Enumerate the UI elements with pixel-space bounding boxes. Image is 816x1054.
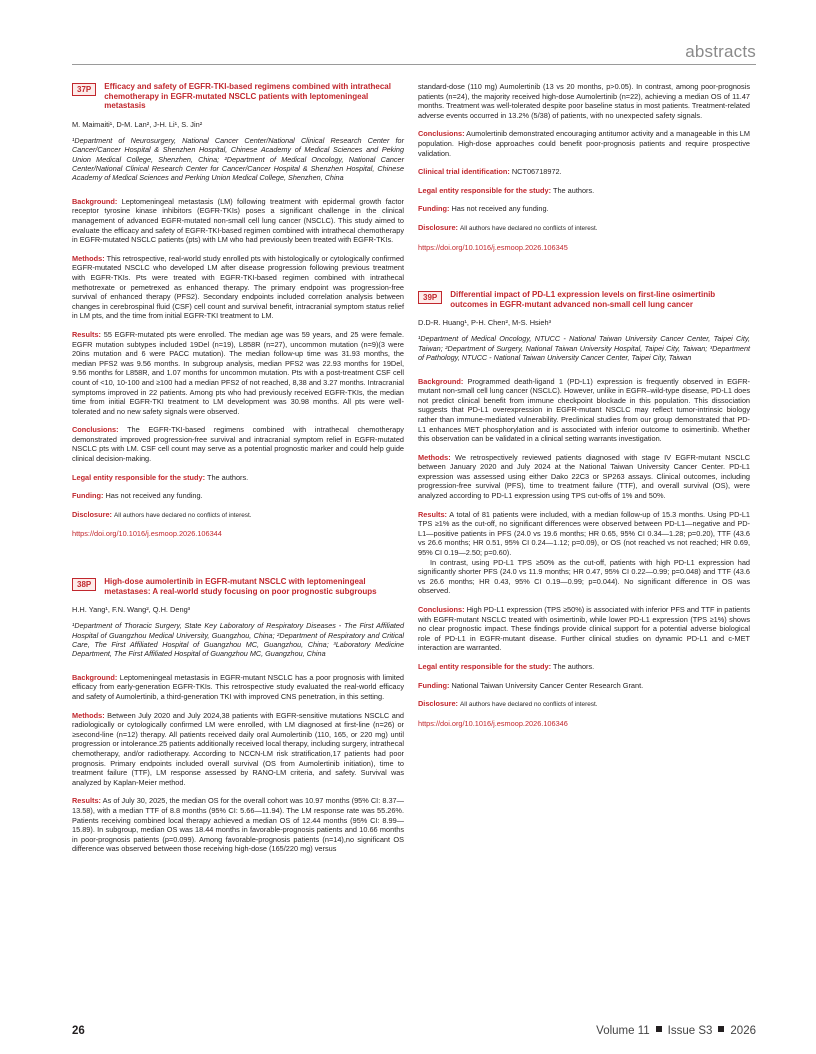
authors: M. Maimaiti¹, D-M. Lan², J-H. Li¹, S. Jin² (72, 119, 203, 129)
page-number: 26 (72, 1025, 85, 1037)
legal-entity: Legal entity responsible for the study: The authors. (418, 185, 595, 195)
trial-identification: Clinical trial identification: NCT06718972. (418, 167, 562, 177)
issue-label: Issue S3 (667, 1025, 713, 1037)
conclusions-paragraph: Conclusions: High PD-L1 expression (TPS ≥50%) is associated with inferior PFS and TTF in patients with EGFR-mutant NSCLC treated with osimertinib, while lower PD-L1 expression (TPS ≥1%) shows no clear prognostic impact. These findings provide clinical support for a potential adverse biological role of PD-L1 in EGFR-mutant disease. Further clinical studies on dynamic PD-L1 and c-MET interaction are warranted. (418, 605, 751, 653)
doi-link[interactable]: https://doi.org/10.1016/j.esmoop.2026.106344 (72, 529, 222, 539)
abstract-38p (72, 577, 404, 854)
page-footer (72, 1025, 756, 1041)
disclosure: Disclosure: All authors have declared no conflicts of interest. (418, 699, 598, 709)
background-paragraph: Background: Programmed death-ligand 1 (PD-L1) expression is frequently observed in EGFR-mutant non-small cell lung cancer (NSCLC). However, unlike in EGFR–wild-type disease, PD-L1 does not predict clinical benefit from immune checkpoint blockade in this population. This dissociation suggests that PD-L1 overexpression in EGFR-mutant NSCLC may reflect tumor-intrinsic biology rather than immune-mediated vulnerability. Preclinical studies from our group demonstrated that PD-L1 enhances MET phosphorylation and is associated with inferior outcome to osimertinib. Whether this observation can be validated in a clinical setting warrants investigation. (418, 376, 750, 444)
affiliations: ¹Department of Medical Oncology, NTUCC - National Taiwan University Cancer Center, Taipei City, Taiwan; ²Department of Surgery, National Taiwan University Hospital, Taipei City, Taiwan; ³Department of Pathology, NTUCC - National Taiwan University Cancer Center, Taipei City, Taiwan (418, 334, 750, 363)
abstract-title: Efficacy and safety of EGFR-TKI-based regimens combined with intrathecal chemotherapy in EGFR-mutated NSCLC patients with leptomeningeal metastasis (104, 82, 391, 111)
volume-label: Volume 11 (596, 1025, 650, 1037)
abstract-heading (418, 290, 750, 309)
left-column (72, 82, 404, 854)
abstract-title: High-dose aumolertinib in EGFR-mutant NSCLC with leptomeningeal metastases: A real-world study focusing on poor prognostic subgroups (104, 577, 377, 596)
conclusions-paragraph: Conclusions: Aumolertinib demonstrated encouraging antitumor activity and a manageable in this LM population. High-dose approaches could benefit poor-prognosis patients and require prospective validation. (418, 129, 750, 158)
disclosure: Disclosure: All authors have declared no conflicts of interest. (72, 509, 252, 519)
abstract-39p (418, 290, 750, 728)
abstract-id-badge: 38P (72, 578, 96, 591)
abstract-38p-continued (418, 82, 750, 252)
results-paragraph: Results: As of July 30, 2025, the median OS for the overall cohort was 10.97 months (95% CI: 8.37—13.58), with a median TTF of 8.8 months (95% CI: 5.66—11.94). The LM response rate was 55.26%. Patients receiving combined local therapy achieved a median OS of 12.44 months (95% CI: 8.99—15.89). In subgroup, median OS was 18.44 months in favorable-prognosis patients and 10.66 months in poor-prognosis patients (p=0.099). Among favorable-prognosis patients (n=14),no significant OS difference was observed between those receiving high-dose (165/220 mg) versus (72, 796, 404, 854)
funding: Funding: Has not received any funding. (72, 491, 203, 501)
abstract-heading (72, 577, 404, 596)
abstract-id-badge: 37P (72, 83, 96, 96)
abstract-id-badge: 39P (418, 291, 442, 304)
running-head: abstracts (685, 42, 756, 61)
results-continued: standard-dose (110 mg) Aumolertinib (13 vs 20 months, p>0.05). In contrast, among poor-prognosis patients (n=24), the majority received high-dose Aumolertinib (n=22), achieving a median OS of 11.47 months. Treatment was well-tolerated despite poor baseline status in most patients. Treatment-related adverse events occurred in 13.2% (5/38) of patients, with no unexpected safety signals. (418, 82, 750, 120)
conclusions-paragraph: Conclusions: The EGFR-TKI-based regimens combined with intrathecal chemotherapy demonstrated improved progression-free survival and intracranial symptom relief in EGFR-mutated NSCLC pts with LM. CSF cell count may serve as a potential prognostic marker and could help guide clinical decision-making. (72, 425, 404, 464)
doi-link[interactable]: https://doi.org/10.1016/j.esmoop.2026.106345 (418, 242, 568, 252)
methods-paragraph: Methods: We retrospectively reviewed patients diagnosed with stage IV EGFR-mutant NSCLC between January 2020 and July 2024 at the National Taiwan University Cancer Center. PD-L1 expression was assessed using either Dako 22C3 or SP263 assays. Clinical outcomes, including progression-free survival (PFS), time to treatment failure (TTF), and overall survival (OS), were analyzed according to PD-L1 expression using TPS cut-offs of 1% and 50%. (418, 452, 750, 501)
authors: H.H. Yang¹, F.N. Wang², Q.H. Deng³ (72, 605, 191, 615)
methods-paragraph: Methods: Between July 2020 and July 2024,38 patients with EGFR-sensitive mutations NSCLC and radiologically or cytologically confirmed LM were enrolled, with LM diagnosed at first-line (n=26) or ≥second-line (n=12) therapy. All patients received daily oral Aumolertinib (110, 165, or 220 mg) until progression or intolerance.25 patients additionally received local therapy, including surgery, intrathecal chemotherapy, and/or radiotherapy. According to NCCN-LM risk stratification,17 patients had poor prognosis. Primary endpoints included overall survival (OS from Aumolertinib initiation), time to treatment failure (TTF), LM response assessed by RANO-LM criteria, and safety. Survival was analyzed by Kaplan-Meier method. (72, 710, 404, 787)
funding: Funding: National Taiwan University Cancer Center Research Grant. (418, 680, 644, 690)
background-paragraph: Background: Leptomeningeal metastasis (LM) following treatment with epidermal growth factor receptor tyrosine kinase inhibitors (EGFR-TKIs) poses a significant challenge in the clinical management of advanced EGFR-mutated non-small cell lung cancer (NSCLC). This study aimed to evaluate the efficacy and safety of EGFR-TKI-based regimen combined with intrathecal chemotherapy in EGFR-mutated NSCLC patients (pts) with LM who had previously been treated with EGFR-TKIs. (72, 196, 404, 245)
results-paragraph: Results: A total of 81 patients were included, with a median follow-up of 15.3 months. Using PD-L1 TPS ≥1% as the cut-off, no significant differences were observed between PD-L1—negative and PD-L1—positive patients in PFS (24.0 vs 19.6 months; HR 0.65, 95% CI 0.34—1.28; p=0.20), TTF (43.6 vs 26.6 months; HR 0.51, 95% CI 0.24—1.12; p=0.09), or OS (not reached vs not reached; HR 0.69, 95% CI 0.19—2.50; p=0.60). (418, 509, 750, 558)
issue-info (596, 1025, 756, 1037)
separator-square-icon (656, 1026, 662, 1032)
results-paragraph: Results: 55 EGFR-mutated pts were enrolled. The median age was 59 years, and 25 were female. EGFR mutation subtypes included 19Del (n=19), L858R (n=27), uncommon mutation (n=9)(3 were 20ins mutation and 6 were PACC mutation). The median follow-up time was 31.93 months, the median PFS2 was 9.56 months. In subgroup analysis, median PFS2 was 22.93 months for 19Del, 9.56 months for L858R, and 1.07 months for uncommon mutation. Pts with a post-treatment CSF cell count of <10, 10-100 and ≥100 had a median PFS2 of not reached, 8,38 and 3.27 months. Intracranial symptoms improved in 22 patients. Among pts who had previously received EGFR-TKIs, the median time from initial EGFR-TKI treatment to LM development was 30.98 months. All pts were well-tolerated and no new safety signals were observed. (72, 329, 404, 416)
abstract-title: Differential impact of PD-L1 expression levels on first-line osimertinib outcomes in EGFR-mutant advanced non-small cell lung cancer (450, 290, 716, 309)
right-column (418, 82, 750, 728)
abstract-37p (72, 82, 404, 539)
affiliations: ¹Department of Neurosurgery, National Cancer Center/National Clinical Research Center for Cancer/Cancer Hospital & Shenzhen Hospital, Chinese Academy of Medical Sciences and Peking Union Medical College, Shenzhen, China; ²Department of Medical Oncology, National Cancer Center/National Clinical Research Center for Cancer/Cancer Hospital & Shenzhen Hospital, Chinese Academy of Medical Sciences and Perking Union Medical College, Shenzhen, China (72, 135, 404, 183)
methods-paragraph: Methods: This retrospective, real-world study enrolled pts with histologically or cytologically confirmed EGFR-mutated NSCLC who developed LM after disease progression following previous treatment with EGFR-TKIs. Pts were treated with EGFR-TKI-based regimen combined with intrathecal methotrexate or pemetrexed as enhanced therapy. The primary endpoint was progression-free survival of enhanced therapy (PFS2). Secondary endpoints included correlation analysis between changes in cerebrospinal fluid (CSF) cell count and survival benefit, intracranial symptom status relief in LM pts, and the time from initial EGFR-TKI treatment to LM. (72, 253, 404, 321)
separator-square-icon (718, 1026, 724, 1032)
authors: D.D-R. Huang¹, P-H. Chen², M-S. Hsieh³ (418, 318, 552, 328)
doi-link[interactable]: https://doi.org/10.1016/j.esmoop.2026.106346 (418, 718, 568, 728)
disclosure: Disclosure: All authors have declared no conflicts of interest. (418, 222, 598, 232)
legal-entity: Legal entity responsible for the study: The authors. (72, 472, 249, 482)
background-paragraph: Background: Leptomeningeal metastasis in EGFR-mutant NSCLC has a poor prognosis with limited efficacy from early-generation EGFR-TKIs. This retrospective study evaluated the real-world efficacy and safety of Aumolertinib, a third-generation TKI with improved CNS penetration, in this setting. (72, 672, 404, 702)
affiliations: ¹Department of Thoracic Surgery, State Key Laboratory of Respiratory Diseases - The First Affiliated Hospital of Guangzhou Medical University, Guangzhou, China; ²Department of Respiratory and Critical Care, The First Affiliated Hospital of Guangzhou MC, Guangzhou, China; ³Laboratory Medicine Department, The First Affiliated Hospital of Guangzhou MC, Guangzhou, China (72, 621, 404, 659)
abstract-heading (72, 82, 404, 111)
year-label: 2026 (730, 1025, 756, 1037)
legal-entity: Legal entity responsible for the study: The authors. (418, 661, 595, 671)
funding: Funding: Has not received any funding. (418, 204, 549, 214)
header-rule (72, 64, 756, 65)
results-paragraph-2: In contrast, using PD-L1 TPS ≥50% as the cut-off, patients with high PD-L1 expression had significantly shorter PFS (24.0 vs 11.9 months; HR 0.47, 95% CI 0.22—0.99; p=0.048) and TTF (43.6 vs 26.6 months; HR 0.43, 95% CI 0.19—0.99; p=0.044). No significant difference in OS was observed. (418, 557, 750, 596)
